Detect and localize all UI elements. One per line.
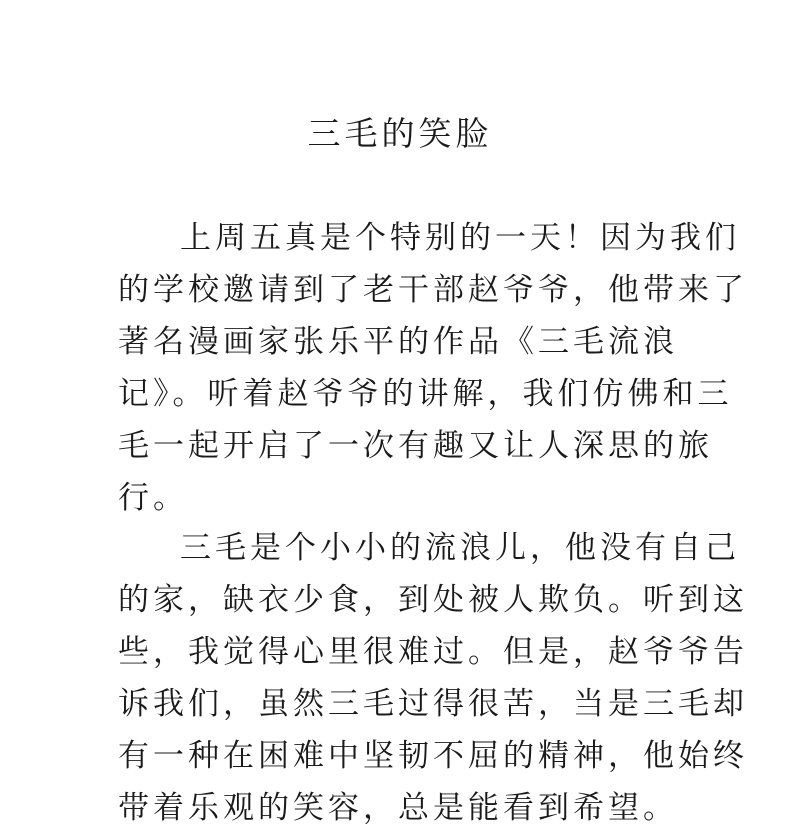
text-line: 行。 (118, 480, 188, 516)
text-line: 诉我们，虽然三毛过得很苦，当是三毛却 (118, 686, 748, 722)
text-line: 毛一起开启了一次有趣又让人深思的旅 (118, 428, 713, 464)
page-title: 三毛的笑脸 (307, 114, 493, 153)
paragraph-1 (118, 212, 748, 524)
text-line: 三毛是个小小的流浪儿，他没有自己 (180, 530, 740, 566)
text-line: 上周五真是个特别的一天！因为我们 (180, 220, 740, 256)
paragraph-2 (118, 522, 748, 834)
text-line: 的学校邀请到了老干部赵爷爷，他带来了 (118, 272, 748, 308)
text-line: 著名漫画家张乐平的作品《三毛流浪 (118, 324, 678, 360)
text-line: 的家，缺衣少食，到处被人欺负。听到这 (118, 582, 748, 618)
text-line: 有一种在困难中坚韧不屈的精神，他始终 (118, 738, 748, 774)
text-line: 记》。听着赵爷爷的讲解，我们仿佛和三 (118, 376, 733, 412)
text-line: 些，我觉得心里很难过。但是，赵爷爷告 (118, 634, 748, 670)
text-line: 带着乐观的笑容，总是能看到希望。 (118, 790, 678, 826)
